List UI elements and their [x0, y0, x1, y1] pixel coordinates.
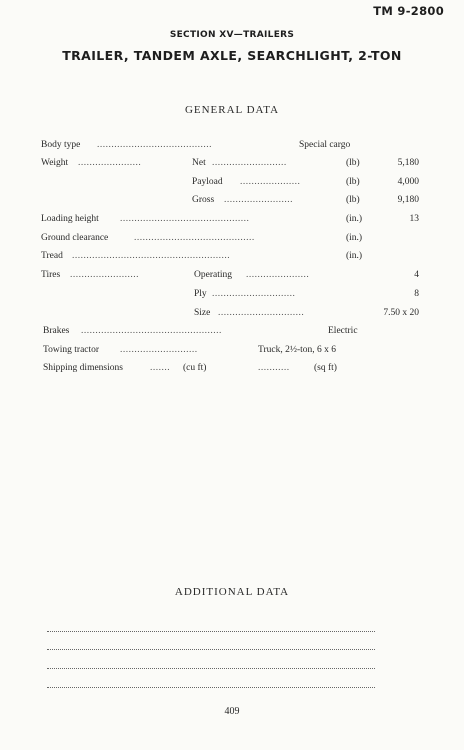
tires-label: Tires — [41, 270, 61, 280]
blank-line — [47, 668, 375, 669]
dot-leader: ........................ — [70, 270, 139, 280]
blank-line — [47, 631, 375, 632]
dot-leader: ........... — [258, 363, 290, 373]
dot-leader: ..................... — [240, 177, 301, 187]
tires-size-value: 7.50 x 20 — [383, 308, 419, 318]
shipping-dimensions-label: Shipping dimensions — [43, 363, 123, 373]
dot-leader: .......................... — [212, 158, 287, 168]
tires-ply-label: Ply — [194, 289, 207, 299]
tread-label: Tread — [41, 251, 63, 261]
dot-leader: ........................................ — [97, 140, 212, 150]
ground-clearance-label: Ground clearance — [41, 233, 109, 243]
towing-tractor-label: Towing tractor — [43, 345, 100, 355]
tread-unit: (in.) — [346, 251, 363, 261]
weight-payload-value: 4,000 — [397, 177, 419, 187]
loading-height-unit: (in.) — [346, 214, 363, 224]
dot-leader: .............................. — [218, 308, 305, 318]
dot-leader: .......................................... — [134, 233, 255, 243]
blank-line — [47, 649, 375, 650]
body-type-value: Special cargo — [299, 140, 351, 150]
tm-number: TM 9-2800 — [373, 4, 444, 18]
weight-net-unit: (lb) — [346, 158, 360, 168]
weight-payload-label: Payload — [192, 177, 223, 187]
weight-net-value: 5,180 — [397, 158, 419, 168]
dot-leader: ........................... — [120, 345, 198, 355]
shipping-sq-ft-unit: (sq ft) — [314, 363, 337, 373]
loading-height-label: Loading height — [41, 214, 99, 224]
body-type-label: Body type — [41, 140, 81, 150]
section-heading: SECTION XV—TRAILERS — [169, 30, 295, 40]
dot-leader: ....... — [150, 363, 171, 373]
weight-gross-value: 9,180 — [397, 195, 419, 205]
tires-size-label: Size — [194, 308, 211, 318]
tires-operating-value: 4 — [414, 270, 419, 280]
blank-line — [47, 687, 375, 688]
dot-leader: ...................... — [78, 158, 142, 168]
weight-label: Weight — [41, 158, 69, 168]
dot-leader: ....................................................... — [72, 251, 231, 261]
shipping-cu-ft-unit: (cu ft) — [183, 363, 207, 373]
loading-height-value: 13 — [409, 214, 419, 224]
tires-ply-value: 8 — [414, 289, 419, 299]
brakes-value: Electric — [328, 326, 358, 336]
page-title: TRAILER, TANDEM AXLE, SEARCHLIGHT, 2-TON — [62, 48, 402, 63]
dot-leader: ................................................. — [81, 326, 222, 336]
additional-data-heading: ADDITIONAL DATA — [174, 586, 290, 598]
weight-gross-label: Gross — [192, 195, 215, 205]
general-data-heading: GENERAL DATA — [184, 104, 280, 116]
dot-leader: ............................................. — [120, 214, 250, 224]
page-number: 409 — [224, 706, 240, 717]
weight-net-label: Net — [192, 158, 206, 168]
weight-gross-unit: (lb) — [346, 195, 360, 205]
dot-leader: ...................... — [246, 270, 310, 280]
ground-clearance-unit: (in.) — [346, 233, 363, 243]
brakes-label: Brakes — [43, 326, 70, 336]
towing-tractor-value: Truck, 2½-ton, 6 x 6 — [258, 345, 337, 355]
tires-operating-label: Operating — [194, 270, 232, 280]
dot-leader: ........................ — [224, 195, 293, 205]
weight-payload-unit: (lb) — [346, 177, 360, 187]
dot-leader: ............................. — [212, 289, 296, 299]
